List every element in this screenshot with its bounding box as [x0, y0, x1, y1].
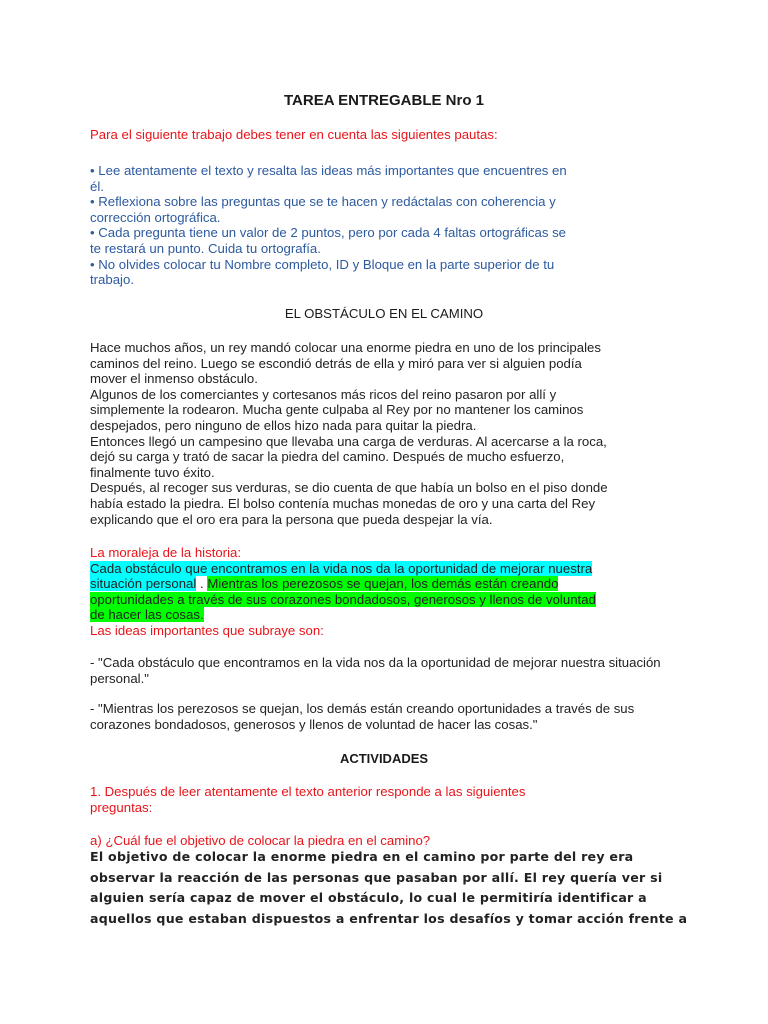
guideline-line: • Cada pregunta tiene un valor de 2 puntos, pero por cada 4 faltas ortográficas se: [90, 225, 567, 241]
activity-line: preguntas:: [90, 799, 153, 815]
moral-highlight-cyan: Cada obstáculo que encontramos en la vida nos da la oportunidad de mejorar nuestra: [90, 560, 593, 576]
story-line: explicando que el oro era para la persona que pueda despejar la vía.: [90, 511, 493, 527]
quote-2: [90, 701, 670, 732]
guideline-line: él.: [90, 178, 104, 194]
answer-line: aquellos que estaban dispuestos a enfrentar los desafíos y tomar acción frente a: [90, 911, 688, 927]
quote-1: [90, 655, 670, 686]
story-line: finalmente tuvo éxito.: [90, 464, 215, 480]
moral-separator: .: [196, 576, 208, 592]
guideline-line: • Reflexiona sobre las preguntas que se te hacen y redáctalas con coherencia y: [90, 194, 556, 210]
moral-highlight-green: de hacer las cosas.: [90, 607, 204, 623]
story-line: simplemente la rodearon. Mucha gente culpaba al Rey por no mantener los caminos: [90, 402, 584, 418]
answer-line: observar la reacción de las personas que pasaban por allí. El rey quería ver si: [90, 869, 663, 885]
story-title: EL OBSTÁCULO EN EL CAMINO: [284, 306, 484, 321]
moral-highlight-green: Mientras los perezosos se quejan, los demás están creando: [207, 576, 559, 592]
moral-highlight-green: oportunidades a través de sus corazones bondadosos, generosos y llenos de voluntad: [90, 591, 596, 607]
document-title: TAREA ENTREGABLE Nro 1: [283, 92, 484, 109]
story-line: caminos del reino. Luego se escondió detrás de ella y miró para ver si alguien podía: [90, 355, 582, 371]
question-a: a) ¿Cuál fue el objetivo de colocar la piedra en el camino?: [90, 833, 431, 848]
instructions-intro: Para el siguiente trabajo debes tener en cuenta las siguientes pautas:: [90, 127, 498, 142]
activity-1-prompt: [90, 784, 610, 815]
quote-line: - "Mientras los perezosos se quejan, los demás están creando oportunidades a través de sus: [90, 701, 635, 716]
moral-section: [90, 545, 610, 639]
activity-line: 1. Después de leer atentamente el texto anterior responde a las siguientes: [90, 784, 526, 799]
moral-label: La moraleja de la historia:: [90, 545, 242, 560]
story-line: dejó su carga y trató de sacar la piedra del camino. Después de mucho esfuerzo,: [90, 449, 565, 465]
guidelines-list: [90, 163, 610, 288]
quote-line: personal.": [90, 670, 149, 686]
moral-highlight-cyan: situación personal: [90, 576, 197, 592]
story-line: Entonces llegó un campesino que llevaba una carga de verduras. Al acercarse a la roca,: [90, 433, 607, 449]
story-line: mover el inmenso obstáculo.: [90, 371, 258, 387]
guideline-line: corrección ortográfica.: [90, 209, 221, 225]
story-body: [90, 340, 610, 527]
answer-line: alguien sería capaz de mover el obstáculo, lo cual le permitiría identificar a: [90, 890, 647, 906]
story-line: despejados, pero ninguno de ellos hizo nada para quitar la piedra.: [90, 417, 477, 433]
activities-title: ACTIVIDADES: [339, 751, 429, 766]
story-line: había estado la piedra. El bolso contenía muchas monedas de oro y una carta del Rey: [90, 495, 596, 511]
guideline-line: te restará un punto. Cuida tu ortografía.: [90, 240, 321, 256]
story-line: Algunos de los comerciantes y cortesanos más ricos del reino pasaron por allí y: [90, 386, 557, 402]
guideline-line: • Lee atentamente el texto y resalta las ideas más importantes que encuentres en: [90, 163, 567, 178]
story-line: Después, al recoger sus verduras, se dio cuenta de que había un bolso en el piso donde: [90, 480, 608, 496]
guideline-line: • No olvides colocar tu Nombre completo, ID y Bloque en la parte superior de tu: [90, 256, 555, 272]
ideas-label: Las ideas importantes que subraye son:: [90, 622, 324, 638]
answer-line: El objetivo de colocar la enorme piedra en el camino por parte del rey era: [90, 849, 634, 864]
quote-line: - "Cada obstáculo que encontramos en la vida nos da la oportunidad de mejorar nuestra situación: [90, 655, 661, 670]
quote-line: corazones bondadosos, generosos y llenos de voluntad de hacer las cosas.": [90, 716, 538, 732]
guideline-line: trabajo.: [90, 272, 134, 288]
story-line: Hace muchos años, un rey mandó colocar una enorme piedra en uno de los principales: [90, 340, 601, 355]
answer-a: [90, 847, 690, 930]
